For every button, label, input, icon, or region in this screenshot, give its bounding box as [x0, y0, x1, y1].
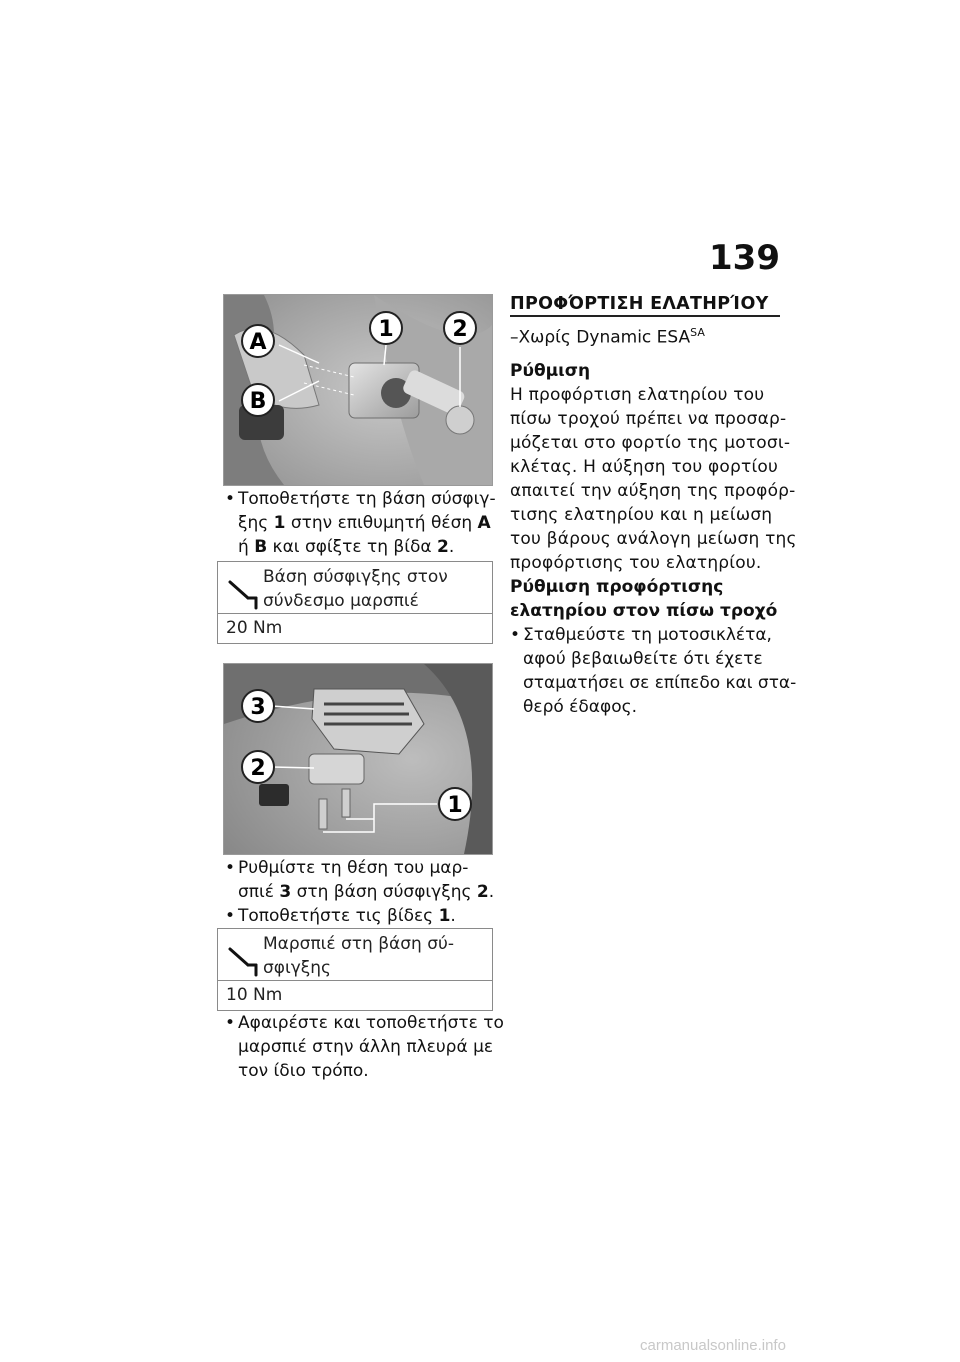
svg-text:3: 3	[250, 695, 266, 720]
figure-footrest	[223, 663, 493, 855]
svg-text:2: 2	[452, 317, 468, 342]
wrench-icon	[226, 939, 260, 979]
svg-text:1: 1	[378, 317, 394, 342]
wrench-icon	[226, 572, 260, 612]
label-b	[242, 384, 274, 416]
step-mount-clamp: • Τοποθετήστε τη βάση σύσφιγ- ξης 1 στην επιθυμητή θέση A ή B και σφίξτε τη βίδα 2.	[225, 489, 496, 557]
svg-text:1: 1	[447, 793, 463, 818]
section-title: ΠΡΟΦΌΡΤΙΣΗ ΕΛΑΤΗΡΊΟΥ	[510, 294, 780, 317]
torque-spec-footrest: Μαρσπιέ στη βάση σύ- σφιγξης 10 Nm	[217, 928, 493, 1011]
preload-paragraph: Η προφόρτιση ελατηρίου του πίσω τροχού πρέπει να προσαρ- μόζεται στο φορτίο της μοτοσι- κλέτας. Η αύξηση του φορτίου απαιτεί την αύξηση της προφόρ- τισης ελατηρίου και η μείωση του βάρους ανάλογη μείωση της προφόρτισης του ελατηρίου.	[510, 385, 797, 573]
step-other-side: • Αφαιρέστε και τοποθετήστε το μαρσπιέ στην άλλη πλευρά με τον ίδιο τρόπο.	[225, 1013, 504, 1081]
label-a	[242, 325, 274, 357]
svg-text:2: 2	[250, 756, 266, 781]
svg-text:B: B	[249, 389, 267, 414]
label-1	[370, 312, 402, 344]
subtitle: –Χωρίς Dynamic $ESA^{SA}$	[510, 326, 705, 348]
heading-rear-preload: Ρύθμιση προφόρτισης ελατηρίου στον πίσω τροχό	[510, 577, 778, 621]
label-2	[444, 312, 476, 344]
heading-adjustment: Ρύθμιση	[510, 361, 591, 381]
label-1	[439, 788, 471, 820]
svg-text:A: A	[249, 330, 267, 355]
step-adjust-footrest: • Ρυθμίστε τη θέση του μαρ- σπιέ 3 στη βάση σύσφιγξης 2.	[225, 858, 495, 902]
label-3	[242, 690, 274, 722]
step-park-motorcycle: • Σταθμεύστε τη μοτοσικλέτα, αφού βεβαιωθείτε ότι έχετε σταματήσει σε επίπεδο και στα- θερό έδαφος.	[510, 625, 797, 717]
torque-spec-clamp: Βάση σύσφιγξης στον σύνδεσμο μαρσπιέ 20 Nm	[217, 561, 493, 644]
step-install-screws: • Τοποθετήστε τις βίδες 1.	[225, 906, 456, 926]
footer-watermark: carmanualsonline.info	[640, 1337, 786, 1354]
label-2	[242, 751, 274, 783]
figure-clamp-mount	[223, 294, 493, 486]
page-number: 139	[709, 238, 780, 278]
